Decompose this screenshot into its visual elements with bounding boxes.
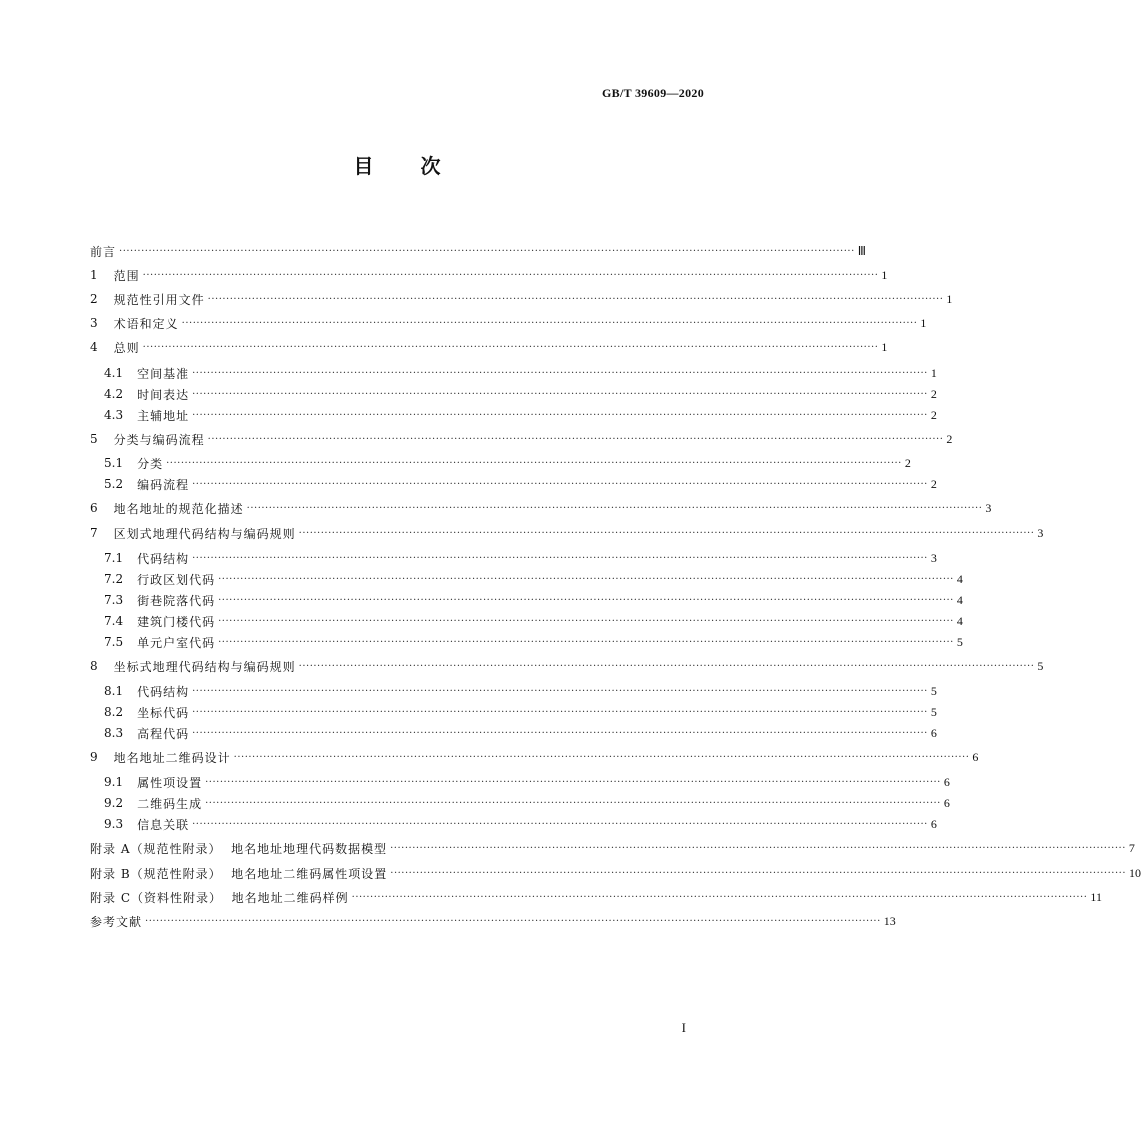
toc-entry-page: 6 xyxy=(943,774,950,789)
toc-entry-page: 5 xyxy=(956,634,963,649)
toc-leader-dots: ········································································································································································································ xyxy=(207,293,944,305)
toc-entry[interactable] xyxy=(104,475,937,493)
toc-entry-label: 地名地址二维码设计 xyxy=(113,750,231,765)
toc-leader-dots: ········································································································································································································ xyxy=(192,409,928,421)
page-number: I xyxy=(681,1020,686,1035)
toc-entry-page: 3 xyxy=(930,550,937,565)
toc-entry-number: 7 xyxy=(90,526,98,540)
toc-entry-label: 编码流程 xyxy=(137,477,190,492)
toc-entry-page: 2 xyxy=(946,431,953,446)
toc-leader-dots: ········································································································································································································ xyxy=(181,317,918,329)
toc-entry-page: 6 xyxy=(930,816,937,831)
toc-entry[interactable] xyxy=(90,864,1141,882)
title-char-2: 次 xyxy=(420,154,441,178)
toc-entry-page: 2 xyxy=(930,476,937,491)
toc-entry-page: 1 xyxy=(881,339,888,354)
toc-entry[interactable] xyxy=(90,266,888,284)
toc-entry-page: 1 xyxy=(920,315,927,330)
toc-leader-dots: ········································································································································································································ xyxy=(246,502,983,514)
toc-entry[interactable] xyxy=(104,815,937,833)
toc-entry-page: 1 xyxy=(881,267,888,282)
toc-leader-dots: ········································································································································································································ xyxy=(142,341,879,353)
toc-leader-dots: ········································································································································································································ xyxy=(390,842,1126,854)
toc-entry[interactable] xyxy=(104,633,963,651)
toc-entry-label: 参考文献 xyxy=(90,914,143,929)
toc-entry-label: 建筑门楼代码 xyxy=(137,614,216,629)
toc-entry[interactable] xyxy=(90,290,953,308)
toc-entry-page: 4 xyxy=(956,592,963,607)
toc-entry[interactable] xyxy=(104,591,963,609)
toc-entry[interactable] xyxy=(90,338,888,356)
toc-entry-number: 9.1 xyxy=(104,775,124,789)
page-title xyxy=(0,150,794,179)
toc-entry-number: 6 xyxy=(90,501,98,515)
toc-entry-page: 5 xyxy=(930,704,937,719)
toc-entry-number: 9.3 xyxy=(104,817,124,831)
toc-entry-number: 7.3 xyxy=(104,593,124,607)
toc-leader-dots: ········································································································································································································ xyxy=(192,818,928,830)
toc-entry[interactable] xyxy=(90,748,979,766)
toc-entry[interactable] xyxy=(104,364,937,382)
toc-leader-dots: ········································································································································································································ xyxy=(192,706,928,718)
toc-entry-label: 属性项设置 xyxy=(137,775,203,790)
toc-leader-dots: ········································································································································································································ xyxy=(298,660,1035,672)
toc-entry-page: 4 xyxy=(956,613,963,628)
toc-entry-number: 9.2 xyxy=(104,796,124,810)
toc-leader-dots: ········································································································································································································ xyxy=(142,269,879,281)
toc-entry-label: 行政区划代码 xyxy=(137,572,216,587)
toc-entry-number: 8.3 xyxy=(104,726,124,740)
toc-entry[interactable] xyxy=(104,703,937,721)
toc-entry-number: 4 xyxy=(90,340,98,354)
standard-number: GB/T 39609—2020 xyxy=(602,86,704,100)
toc-entry-number: 4.1 xyxy=(104,366,124,380)
toc-entry-page: 6 xyxy=(943,795,950,810)
toc-entry[interactable] xyxy=(104,724,937,742)
toc-leader-dots: ········································································································································································································ xyxy=(192,388,928,400)
toc-entry-label: 分类与编码流程 xyxy=(113,432,205,447)
toc-entry-number: 8.2 xyxy=(104,705,124,719)
toc-entry[interactable] xyxy=(104,773,950,791)
toc-entry[interactable] xyxy=(90,839,1135,857)
toc-entry-page: 3 xyxy=(985,500,992,515)
toc-entry-label: 附录 C（资料性附录） 地名地址二维码样例 xyxy=(90,890,349,905)
toc-leader-dots: ········································································································································································································ xyxy=(192,367,928,379)
toc-entry[interactable] xyxy=(90,499,992,517)
toc-entry-page: 2 xyxy=(904,455,911,470)
toc-entry-number: 1 xyxy=(90,268,98,282)
toc-entry-label: 空间基准 xyxy=(137,366,190,381)
toc-leader-dots: ········································································································································································································ xyxy=(205,797,941,809)
toc-entry-page: 3 xyxy=(1037,525,1044,540)
toc-entry-page: 6 xyxy=(972,749,979,764)
toc-entry-page: 11 xyxy=(1090,889,1102,904)
toc-entry[interactable] xyxy=(104,406,937,424)
toc-entry-page: 1 xyxy=(946,291,953,306)
toc-entry-label: 代码结构 xyxy=(137,684,190,699)
toc-entry-label: 坐标式地理代码结构与编码规则 xyxy=(113,659,296,674)
toc-entry-number: 8 xyxy=(90,659,98,673)
toc-leader-dots: ········································································································································································································ xyxy=(218,636,954,648)
toc-leader-dots: ········································································································································································································ xyxy=(390,867,1127,879)
toc-entry-label: 规范性引用文件 xyxy=(113,292,205,307)
toc-entry-page: 5 xyxy=(930,683,937,698)
toc-entry-label: 附录 A（规范性附录） 地名地址地理代码数据模型 xyxy=(90,841,388,856)
toc-entry-number: 5.1 xyxy=(104,456,124,470)
toc-entry-page: Ⅲ xyxy=(857,243,867,258)
toc-entry-page: 10 xyxy=(1129,865,1141,880)
toc-entry[interactable] xyxy=(90,888,1102,906)
toc-entry-label: 高程代码 xyxy=(137,726,190,741)
toc-entry-number: 7.2 xyxy=(104,572,124,586)
toc-leader-dots: ········································································································································································································ xyxy=(166,457,902,469)
toc-entry[interactable] xyxy=(90,912,896,930)
toc-entry-number: 4.2 xyxy=(104,387,124,401)
toc-leader-dots: ········································································································································································································ xyxy=(351,891,1088,903)
toc-entry-page: 2 xyxy=(930,407,937,422)
toc-entry-page: 5 xyxy=(1037,658,1044,673)
toc-leader-dots: ········································································································································································································ xyxy=(192,685,928,697)
toc-entry-page: 1 xyxy=(930,365,937,380)
toc-entry-label: 范围 xyxy=(113,268,140,283)
toc-entry-label: 总则 xyxy=(113,340,140,355)
toc-entry-number: 9 xyxy=(90,750,98,764)
toc-leader-dots: ········································································································································································································ xyxy=(298,527,1035,539)
toc-entry[interactable] xyxy=(104,570,963,588)
toc-leader-dots: ········································································································································································································ xyxy=(205,776,941,788)
toc-entry[interactable] xyxy=(104,682,937,700)
toc-entry-number: 8.1 xyxy=(104,684,124,698)
toc-entry-label: 地名地址的规范化描述 xyxy=(113,501,244,516)
toc-entry[interactable] xyxy=(90,242,867,260)
toc-entry[interactable] xyxy=(90,314,927,332)
toc-entry-number: 7.4 xyxy=(104,614,124,628)
toc-leader-dots: ········································································································································································································ xyxy=(192,552,928,564)
toc-leader-dots: ········································································································································································································ xyxy=(119,245,855,257)
toc-entry-page: 7 xyxy=(1128,840,1135,855)
toc-entry[interactable] xyxy=(104,385,937,403)
toc-entry-label: 时间表达 xyxy=(137,387,190,402)
toc-entry-number: 5 xyxy=(90,432,98,446)
toc-entry[interactable] xyxy=(90,657,1044,675)
toc-leader-dots: ········································································································································································································ xyxy=(192,478,928,490)
toc-entry-label: 坐标代码 xyxy=(137,705,190,720)
toc-entry[interactable] xyxy=(104,612,963,630)
toc-leader-dots: ········································································································································································································ xyxy=(218,615,954,627)
title-char-1: 目 xyxy=(353,154,374,178)
toc-entry-label: 分类 xyxy=(137,456,164,471)
toc-entry-label: 单元户室代码 xyxy=(137,635,216,650)
toc-entry-page: 4 xyxy=(956,571,963,586)
toc-entry[interactable] xyxy=(90,430,953,448)
toc-entry[interactable] xyxy=(104,454,911,472)
toc-entry[interactable] xyxy=(104,549,937,567)
toc-entry-label: 主辅地址 xyxy=(137,408,190,423)
toc-entry-page: 13 xyxy=(883,913,896,928)
toc-entry[interactable] xyxy=(104,794,950,812)
toc-entry-number: 7.1 xyxy=(104,551,124,565)
toc-entry[interactable] xyxy=(90,524,1044,542)
toc-leader-dots: ········································································································································································································ xyxy=(218,573,954,585)
toc-entry-number: 3 xyxy=(90,316,98,330)
toc-entry-page: 6 xyxy=(930,725,937,740)
toc-entry-number: 7.5 xyxy=(104,635,124,649)
toc-leader-dots: ········································································································································································································ xyxy=(218,594,954,606)
toc-entry-number: 4.3 xyxy=(104,408,124,422)
toc-leader-dots: ········································································································································································································ xyxy=(145,915,881,927)
toc-entry-label: 街巷院落代码 xyxy=(137,593,216,608)
toc-entry-label: 术语和定义 xyxy=(113,316,179,331)
toc-entry-label: 前言 xyxy=(90,244,117,259)
toc-entry-label: 附录 B（规范性附录） 地名地址二维码属性项设置 xyxy=(90,866,388,881)
toc-entry-number: 2 xyxy=(90,292,98,306)
toc-entry-page: 2 xyxy=(930,386,937,401)
toc-leader-dots: ········································································································································································································ xyxy=(207,433,944,445)
toc-entry-number: 5.2 xyxy=(104,477,124,491)
toc-leader-dots: ········································································································································································································ xyxy=(233,751,970,763)
toc-entry-label: 信息关联 xyxy=(137,817,190,832)
toc-entry-label: 代码结构 xyxy=(137,551,190,566)
toc-entry-label: 区划式地理代码结构与编码规则 xyxy=(113,526,296,541)
toc-entry-label: 二维码生成 xyxy=(137,796,203,811)
toc-leader-dots: ········································································································································································································ xyxy=(192,727,928,739)
